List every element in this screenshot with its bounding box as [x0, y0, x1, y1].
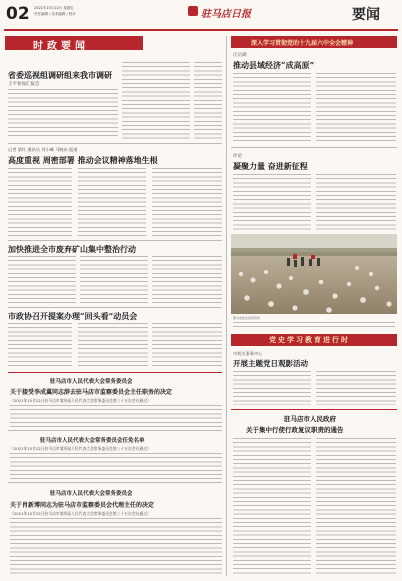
notice1-meta: （2021年10月22日驻马店市第四届人民代表大会常务委员会第三十五次会议通过）: [10, 398, 151, 403]
notice4-body-col2: [316, 438, 396, 574]
divider: [231, 147, 397, 148]
divider: [8, 240, 222, 241]
column2-title: 凝聚力量 奋进新征程: [233, 161, 308, 171]
notice1-title: 关于接受李成翼同志辞去驻马店市监察委员会主任职务的决定: [10, 389, 173, 396]
column2-body-col2: [316, 174, 396, 230]
column3-title: 开展主题党日观影活动: [233, 359, 308, 368]
article4-body-col2: [78, 323, 148, 369]
article1-body-col3: [194, 62, 222, 139]
notice3-meta: （2021年10月22日驻马店市第四届人民代表大会常务委员会第三十五次会议通过）: [10, 511, 151, 516]
article1-subtitle: 王平参加汇报会: [8, 82, 40, 87]
article1-title: 省委巡视组调研组来我市调研: [8, 70, 112, 80]
divider: [8, 430, 222, 431]
notice1-org: 驻马店市人民代表大会常务委员会: [50, 379, 133, 385]
divider: [8, 307, 222, 308]
section-name: 要闻: [352, 7, 380, 23]
divider: [8, 143, 222, 144]
notice2-body: [10, 453, 222, 479]
page-number: 02: [6, 4, 30, 24]
notice-rule: [8, 372, 222, 373]
column2-body-col1: [233, 174, 311, 230]
notice4-title: 关于集中行使行政复议职责的通告: [246, 426, 344, 434]
column2-kicker: 评论: [233, 154, 242, 159]
article3-body-col1: [8, 256, 76, 304]
article2-title: 高度重视 周密部署 推动会议精神落地生根: [8, 155, 158, 165]
right-banner1-text: 深入学习贯彻党的十九届六中全会精神: [251, 40, 354, 47]
notice3-body: [10, 518, 222, 574]
right-banner2-text: 党史学习教育进行时: [269, 335, 350, 344]
column1-title: 推动县域经济“成高原”: [233, 60, 315, 70]
article4-body-col1: [8, 323, 72, 369]
photo-caption-lines: [233, 322, 395, 330]
news-photo: [231, 234, 397, 314]
newspaper-logo: 驻马店日报: [201, 9, 251, 20]
article3-body-col2: [80, 256, 148, 304]
article3-title: 加快推进全市废弃矿山集中整治行动: [8, 244, 136, 254]
right-banner2: [231, 334, 397, 346]
column1-body-col2: [316, 73, 396, 143]
column-divider: [226, 36, 227, 576]
notice4-rule: [231, 409, 397, 410]
date-line: 2021年10月22日 星期五: [34, 6, 74, 10]
editor-line: 责任编辑 / 美术编辑 / 校对: [34, 12, 76, 16]
divider: [8, 482, 222, 483]
notice1-body: [10, 405, 222, 427]
field-scene-icon: [231, 234, 397, 314]
photo-caption: 图为农民在田间劳作。: [233, 316, 264, 320]
article1-body-col2: [122, 62, 190, 139]
column3-body-col2: [316, 371, 396, 405]
article2-body-col2: [78, 168, 146, 236]
masthead: [0, 0, 402, 32]
notice3-title: 关于肖新博同志为驻马店市监察委员会代理主任的决定: [10, 502, 155, 509]
article4-title: 市政协召开提案办理“回头看”动员会: [8, 311, 138, 321]
article4-body-col3: [152, 323, 222, 369]
column1-kicker: 庄岳湖: [233, 53, 247, 58]
notice3-org: 驻马店市人民代表大会常务委员会: [50, 491, 133, 497]
column1-body-col1: [233, 73, 311, 143]
article3-body-col3: [152, 256, 222, 304]
article1-body-col1: [8, 89, 118, 139]
logo-seal-icon: [188, 6, 198, 16]
notice2-org: 驻马店市人民代表大会常务委员会任免名单: [40, 438, 145, 444]
article2-body-col1: [8, 168, 72, 236]
column3-body-col1: [233, 371, 311, 405]
article2-kicker: 记者 梁红 通讯员 刘小峰 马晓东 报道: [8, 147, 78, 152]
masthead-rule: [4, 29, 398, 31]
left-banner-text: 时政要闻: [33, 41, 89, 52]
notice4-body-col1: [233, 438, 311, 574]
column3-kicker: 市机关事务中心: [233, 351, 263, 356]
notice2-meta: （2021年10月22日驻马店市第四届人民代表大会常务委员会第三十五次会议通过）: [10, 446, 151, 451]
right-banner1: [231, 36, 397, 48]
article2-body-col3: [152, 168, 222, 236]
notice4-org: 驻马店市人民政府: [284, 415, 336, 423]
left-banner: [5, 36, 143, 50]
